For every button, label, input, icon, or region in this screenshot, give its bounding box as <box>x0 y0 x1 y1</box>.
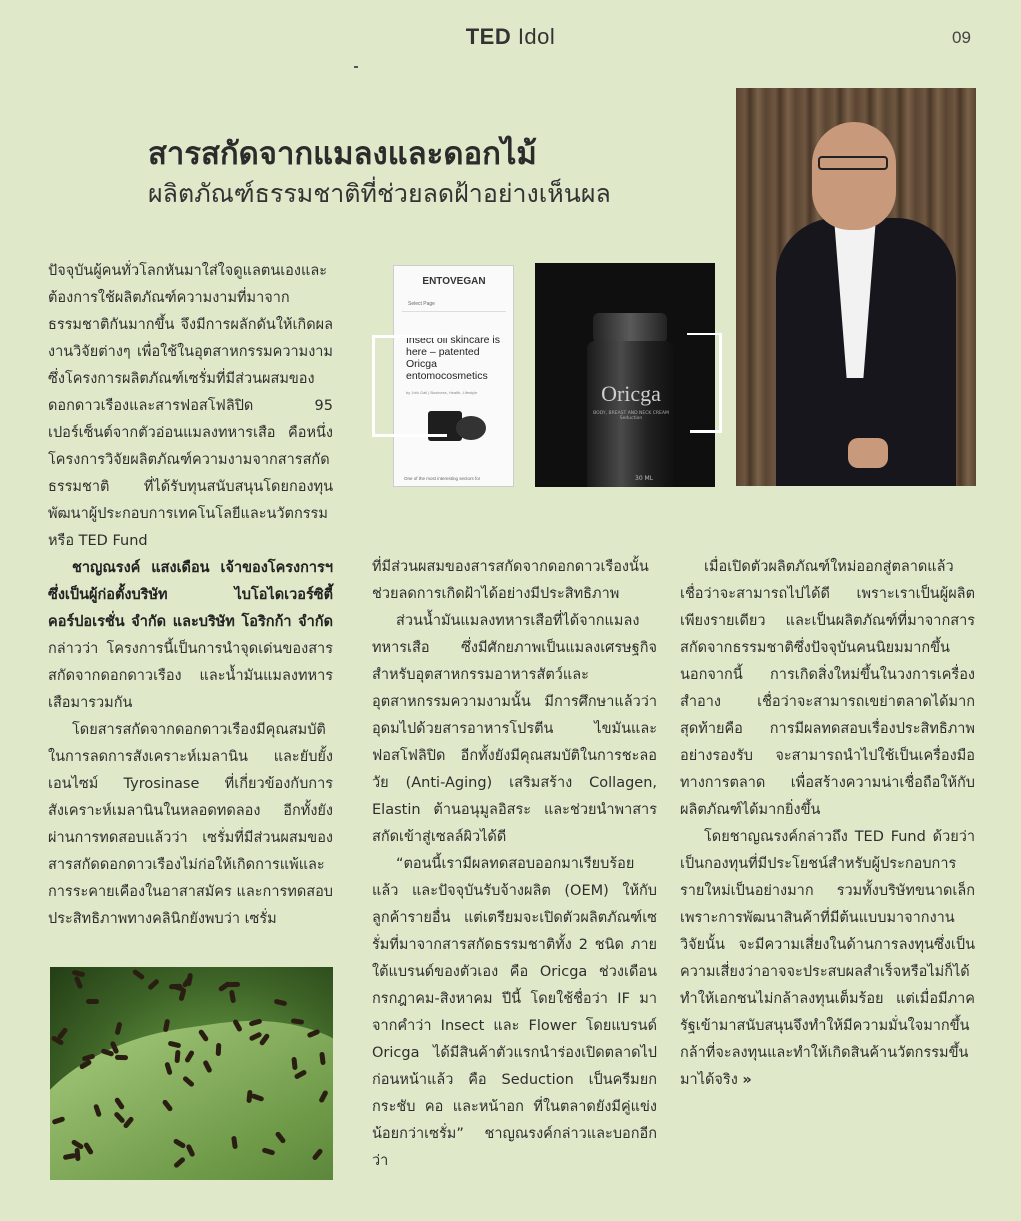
paragraph: ปัจจุบันผู้คนทั่วโลกหันมาใส่ใจดูแลตนเองและต้องการใช้ผลิตภัณฑ์ความงามที่มาจากธรรมชาติกันมากขึ้น จึงมีการผลักดันให้เกิดผลงานวิจัยต่างๆ เพื่อใช้ในอุตสาหกรรมความงาม ซึ่งโครงการผลิตภัณฑ์เซรั่มที่มีส่วนผสมของดอกดาวเรืองและสารฟอสโฟลิปิด 95 เปอร์เซ็นต์จากตัวอ่อนแมลงทหารเสือ คือหนึ่งโครงการวิจัยผลิตภัณฑ์ความงามจากสารสกัดธรรมชาติ ที่ได้รับทุนสนับสนุนโดยกองทุนพัฒนาผู้ประกอบการเทคโนโลยีและนวัตกรรม หรือ TED Fund <box>48 263 333 549</box>
insect-shape <box>169 984 182 990</box>
magazine-section-title <box>0 24 1021 50</box>
paragraph <box>48 555 333 717</box>
portrait-glasses <box>818 156 888 170</box>
paragraph: ส่วนน้ำมันแมลงทหารเสือที่ได้จากแมลงทหารเสือ ซึ่งมีศักยภาพเป็นแมลงเศรษฐกิจสำหรับอุตสาหกรรมอาหารสัตว์และอุตสาหกรรมความงามนั้น มีการศึกษาแล้วว่าอุดมไปด้วยสารอาหารโปรตีน ไขมันและฟอสโฟลิปิด อีกทั้งยังมีคุณสมบัติในการชะลอวัย (Anti-Aging) เสริมสร้าง Collagen, Elastin ต้านอนุมูลอิสระ และช่วยนำพาสารสกัดเข้าสู่เซลล์ผิวได้ดี <box>372 613 657 845</box>
insect-shape <box>132 969 145 981</box>
tablet-caption: One of the most interesting sectors for <box>404 476 481 481</box>
jar-volume: 30 ML <box>635 475 654 482</box>
tablet-article-title: Insect oil skincare is here – patented Oricga entomocosmetics <box>406 334 500 382</box>
paragraph: “ตอนนี้เรามีผลทดสอบออกมาเรียบร้อยแล้ว และปัจจุบันรับจ้างผลิต (OEM) ให้กับลูกค้ารายอื่น แต่เตรียมจะเปิดตัวผลิตภัณฑ์เซรั่มที่มาจากสารสกัดธรรมชาติทั้ง 2 ชนิด ภายใต้แบรนด์ของตัวเอง คือ Oricga ช่วงเดือนกรกฎาคม-สิงหาคม ปีนี้ โดยใช้ชื่อว่า IF มาจากคำว่า Insect และ Flower โดยแบรนด์ Oricga ได้มีสินค้าตัวแรกนำร่องเปิดตลาดไปก่อนหน้าแล้ว คือ Seduction เป็นครีมยกกระชับ คอ และหน้าอก ที่ในตลาดยังมีคู่แข่งน้อยกว่าเซรั่ม” ชาญณรงค์กล่าวและบอกอีกว่า <box>372 856 657 1169</box>
article-headline: สารสกัดจากแมลงและดอกไม้ <box>148 136 537 172</box>
frame-bracket-right-bottom <box>690 430 722 433</box>
jar-brand: Oricga <box>601 381 661 406</box>
frame-bracket-right-top <box>687 333 722 335</box>
article-column-2 <box>372 554 657 1175</box>
portrait-photo <box>736 88 976 486</box>
jar-subtitle <box>593 411 669 421</box>
jar-product-line: Seduction <box>619 416 643 421</box>
insect-shape <box>216 1043 222 1056</box>
insect-shape <box>115 1022 123 1036</box>
insect-shape <box>74 1148 80 1161</box>
frame-bracket-right-side <box>719 333 722 433</box>
insect-shape <box>229 990 236 1004</box>
insect-shape <box>274 999 288 1007</box>
divider <box>402 311 506 312</box>
portrait-head <box>812 122 896 230</box>
jar-subtitle-line1: BODY, BREAST AND NECK CREAM <box>593 411 669 416</box>
paragraph <box>680 824 975 1094</box>
section-title-rest: Idol <box>511 24 556 49</box>
portrait-hand <box>848 438 888 468</box>
paragraph-text: โดยชาญณรงค์กล่าวถึง TED Fund ด้วยว่าเป็นกองทุนที่มีประโยชน์สำหรับผู้ประกอบการรายใหม่เป็นอย่างมาก รวมทั้งบริษัทขนาดเล็ก เพราะการพัฒนาสินค้าที่มีต้นแบบมาจากงานวิจัยนั้น จะมีความเสี่ยงในด้านการลงทุนซึ่งเป็นความเสี่ยงว่าอาจจะประสบผลสำเร็จหรือไม่ก็ได้ ทำให้เอกชนไม่กล้าลงทุนเต็มร้อย แต่เมื่อมีภาครัฐเข้ามาสนับสนุนจึงทำให้มีความมั่นใจมากขึ้น กล้าที่จะลงทุนและทำให้เกิดสินค้านวัตกรรมขึ้นมาได้จริง <box>680 829 975 1088</box>
jar-lid <box>593 313 667 343</box>
insect-shape <box>115 1055 128 1060</box>
insect-shape <box>86 999 99 1004</box>
paragraph: ที่มีส่วนผสมของสารสกัดจากดอกดาวเรืองนั้นช่วยลดการเกิดฝ้าได้อย่างมีประสิทธิภาพ <box>372 559 649 602</box>
section-title-bold: TED <box>465 24 512 49</box>
black-soldier-fly-photo <box>50 967 333 1180</box>
article-column-1 <box>48 258 333 933</box>
article-column-3 <box>680 554 975 1094</box>
entovegan-logo: ENTOVEGAN <box>422 276 486 287</box>
paragraph-text: กล่าวว่า โครงการนี้เป็นการนำจุดเด่นของสารสกัดจากดอกดาวเรือง และน้ำมันแมลงทหารเสือมารวมกัน <box>48 641 333 711</box>
end-of-article-icon: » <box>742 1072 752 1088</box>
page-number: 09 <box>952 28 971 47</box>
insect-shape <box>147 978 160 991</box>
insect-shape <box>74 976 84 990</box>
select-page-label: Select Page <box>408 301 435 307</box>
bold-lead: ชาญณรงค์ แสงเดือน เจ้าของโครงการฯ ซึ่งเป็นผู้ก่อตั้งบริษัท ไบโอไดเวอร์ซิตี้ คอร์ปอเรชั่น จำกัด และบริษัท โอริกก้า จำกัด <box>48 560 333 630</box>
paragraph: เมื่อเปิดตัวผลิตภัณฑ์ใหม่ออกสู่ตลาดแล้วเชื่อว่าจะสามารถไปได้ดี เพราะเราเป็นผู้ผลิตเพียงรายเดียว และเป็นผลิตภัณฑ์ที่มาจากสารสกัดจากธรรมชาติซึ่งปัจจุบันคนนิยมมากขึ้น นอกจากนี้ การเกิดสิ่งใหม่ขึ้นในวงการเครื่องสำอาง เชื่อว่าจะสามารถเขย่าตลาดได้มาก สุดท้ายคือ การมีผลทดสอบเรื่องประสิทธิภาพอย่างรองรับ จะสามารถนำไปใช้เป็นเครื่องมือทางการตลาด เพื่อสร้างความน่าเชื่อถือให้กับผลิตภัณฑ์ได้มากยิ่งขึ้น <box>680 559 975 818</box>
tablet-byline: by Joth Gall | Business, Health, Lifestyle <box>406 390 478 395</box>
tablet-jar-lid <box>456 416 486 440</box>
paragraph: โดยสารสกัดจากดอกดาวเรืองมีคุณสมบัติในการลดการสังเคราะห์เมลานิน และยับยั้งเอนไซม์ Tyrosinase ที่เกี่ยวข้องกับการสังเคราะห์เมลานินในหลอดทดลอง อีกทั้งยังผ่านการทดสอบแล้วว่า เซรั่มที่มีส่วนผสมของสารสกัดดอกดาวเรืองไม่ก่อให้เกิดการแพ้และการระคายเคืองในอาสาสมัคร และการทดสอบประสิทธิภาพทางคลินิกยังพบว่า เซรั่ม <box>48 722 333 927</box>
decorative-dot <box>354 66 358 68</box>
oricga-jar-image <box>535 263 715 487</box>
article-subheadline: ผลิตภัณฑ์ธรรมชาติที่ช่วยลดฝ้าอย่างเห็นผล <box>148 179 611 208</box>
frame-bracket-left <box>372 335 447 437</box>
